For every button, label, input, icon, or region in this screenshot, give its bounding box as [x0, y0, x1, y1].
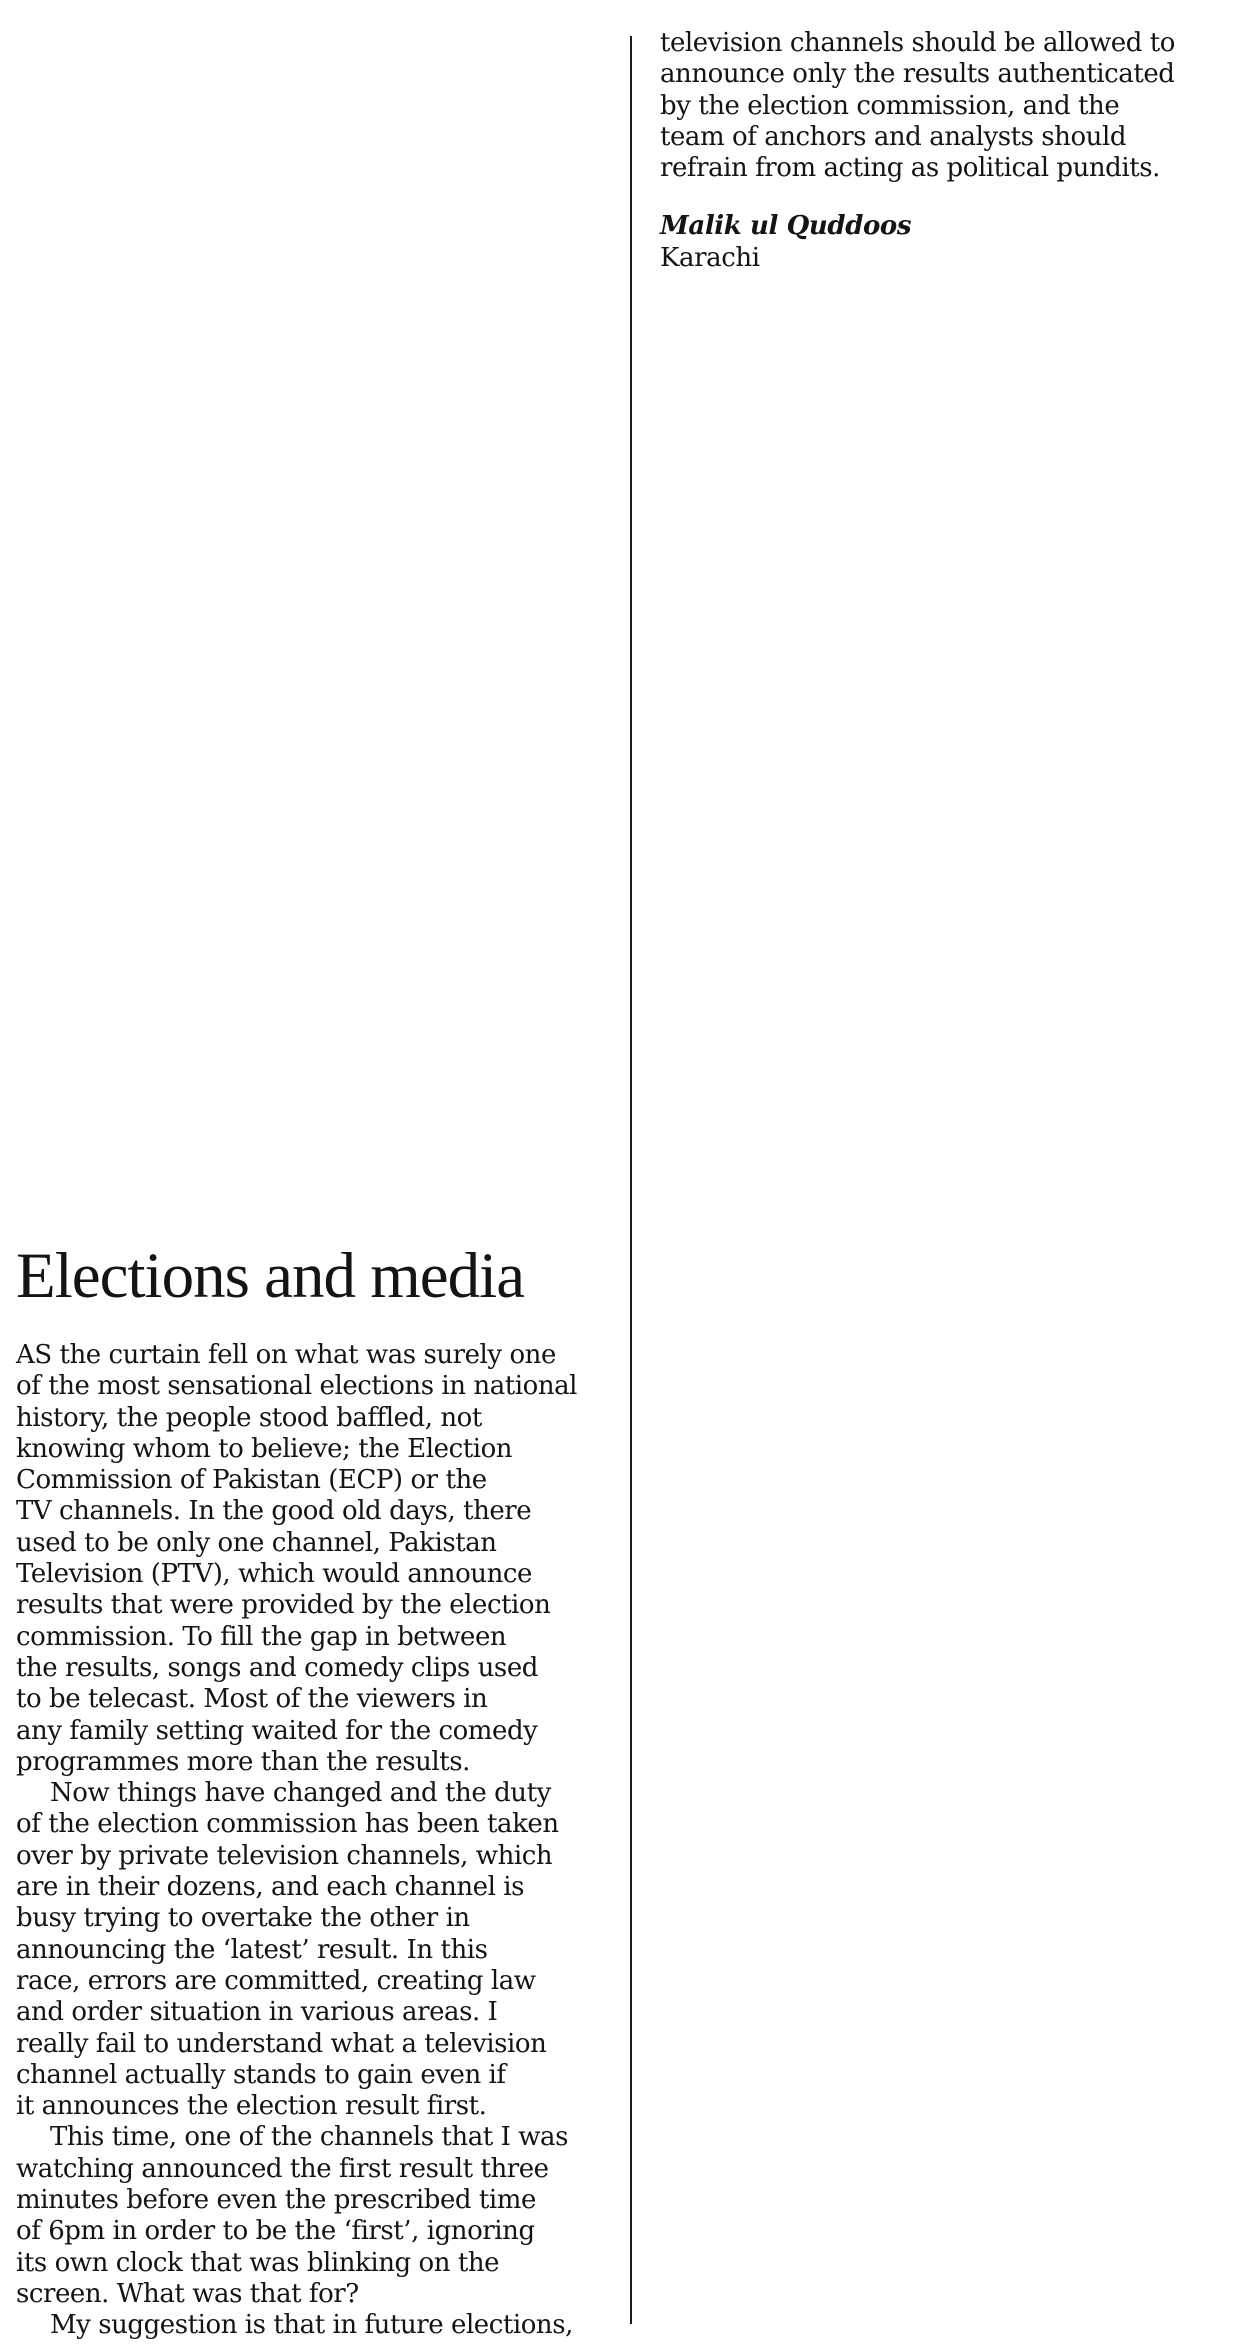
text-line: watching announced the first result three: [16, 2153, 549, 2184]
letter-signature: [660, 211, 1250, 274]
right-column: [660, 28, 1250, 274]
text-line: channel actually stands to gain even if: [16, 2059, 506, 2090]
text-line: the results, songs and comedy clips used: [16, 1652, 538, 1683]
text-line: results that were provided by the election: [16, 1590, 551, 1621]
left-column: [16, 1240, 612, 2342]
column-divider: [630, 36, 632, 2324]
text-line: Now things have changed and the duty: [50, 1778, 551, 1809]
text-line: race, errors are committed, creating law: [16, 1965, 536, 1996]
text-line: My suggestion is that in future elections,: [50, 2310, 573, 2341]
text-line: Television (PTV), which would announce: [16, 1559, 532, 1590]
author-name: Malik ul Quddoos: [660, 211, 912, 242]
text-line: of the election commission has been taken: [16, 1809, 559, 1840]
text-line: Commission of Pakistan (ECP) or the: [16, 1465, 487, 1496]
text-line: its own clock that was blinking on the: [16, 2247, 500, 2278]
text-line: are in their dozens, and each channel is: [16, 1872, 525, 1903]
text-line: refrain from acting as political pundits.: [660, 153, 1160, 184]
text-line: and order situation in various areas. I: [16, 1997, 498, 2028]
headline: Elections and media: [16, 1240, 525, 1312]
text-line: of the most sensational elections in national: [16, 1371, 578, 1402]
text-line: to be telecast. Most of the viewers in: [16, 1684, 488, 1715]
text-line: television channels should be allowed to: [660, 28, 1175, 58]
left-column-body: [16, 1340, 612, 2342]
text-line: by the election commission, and the: [660, 90, 1120, 121]
text-line: AS the curtain fell on what was surely one: [16, 1340, 556, 1370]
text-line: of 6pm in order to be the ‘first’, ignoring: [16, 2216, 535, 2247]
text-line: really fail to understand what a television: [16, 2028, 547, 2059]
text-line: knowing whom to believe; the Election: [16, 1433, 513, 1464]
text-line: team of anchors and analysts should: [660, 121, 1127, 152]
text-line: This time, one of the channels that I was: [50, 2122, 568, 2153]
right-column-body: [660, 28, 1250, 184]
text-line: TV channels. In the good old days, there: [16, 1496, 532, 1527]
text-line: used to be only one channel, Pakistan: [16, 1527, 497, 1558]
text-line: over by private television channels, which: [16, 1840, 553, 1871]
author-city: Karachi: [660, 242, 760, 273]
text-line: screen. What was that for?: [16, 2278, 359, 2309]
text-line: minutes before even the prescribed time: [16, 2185, 536, 2216]
text-line: history, the people stood baffled, not: [16, 1402, 482, 1433]
text-line: busy trying to overtake the other in: [16, 1903, 470, 1934]
text-line: announcing the ‘latest’ result. In this: [16, 1934, 488, 1965]
text-line: programmes more than the results.: [16, 1746, 470, 1777]
text-line: any family setting waited for the comedy: [16, 1715, 538, 1746]
text-line: commission. To fill the gap in between: [16, 1621, 507, 1652]
text-line: announce only the results authenticated: [660, 59, 1175, 90]
text-line: it announces the election result first.: [16, 2091, 487, 2122]
